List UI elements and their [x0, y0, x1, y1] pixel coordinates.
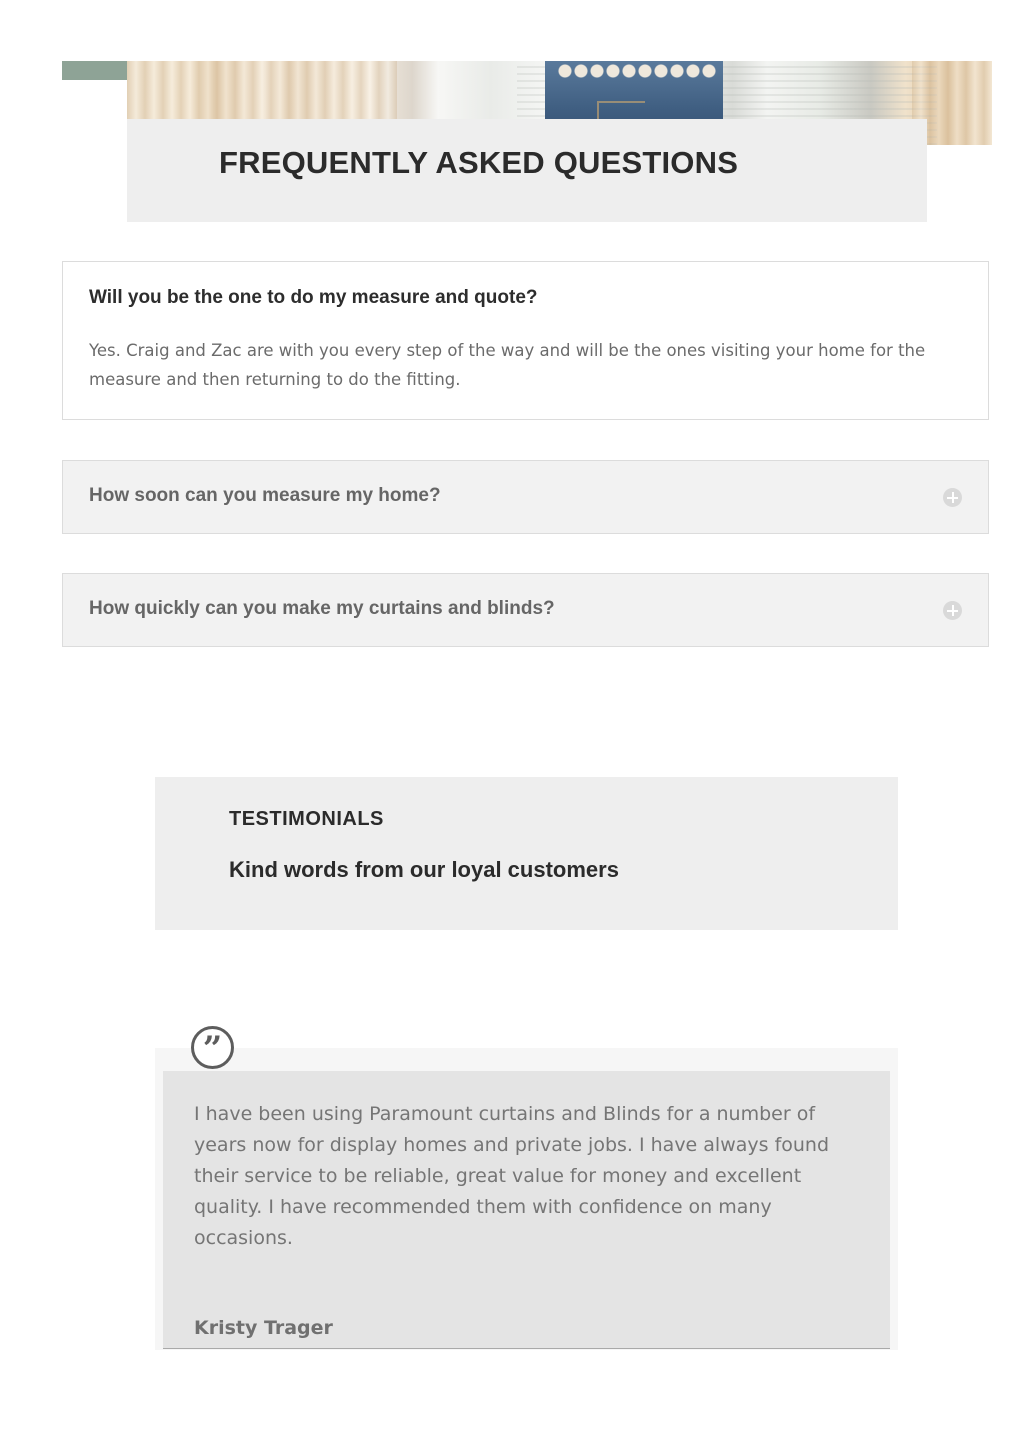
quote-icon: [191, 1026, 234, 1069]
faq-item-collapsed[interactable]: [62, 460, 989, 534]
faq-question[interactable]: How soon can you measure my home?: [89, 485, 441, 506]
faq-item-expanded[interactable]: [62, 261, 989, 420]
testimonial-text: I have been using Paramount curtains and Blinds for a number of years now for display homes and private jobs. I have always found their service to be reliable, great value for money and excellent quality. I have recommended them with confidence on many occasions.: [194, 1103, 830, 1249]
quote-glyph: ”: [202, 1029, 223, 1069]
testimonial-author: Kristy Trager: [194, 1317, 333, 1339]
testimonials-heading: Kind words from our loyal customers: [229, 857, 619, 882]
faq-question[interactable]: How quickly can you make my curtains and blinds?: [89, 598, 555, 619]
plus-circle-icon[interactable]: [943, 488, 962, 507]
faq-question[interactable]: Will you be the one to do my measure and quote?: [89, 287, 538, 308]
plus-circle-icon[interactable]: [943, 601, 962, 620]
faq-title: FREQUENTLY ASKED QUESTIONS: [219, 145, 739, 180]
testimonial-card: [163, 1071, 890, 1349]
lace-top-trim: [557, 61, 717, 81]
testimonials-eyebrow: TESTIMONIALS: [229, 808, 384, 830]
faq-answer: Yes. Craig and Zac are with you every step of the way and will be the ones visiting your home for the measure and then returning to do the fitting.: [89, 341, 926, 389]
faq-item-collapsed[interactable]: [62, 573, 989, 647]
testimonials-header-panel: [155, 777, 898, 930]
faq-title-panel: [127, 119, 927, 222]
accent-block: [62, 61, 128, 80]
